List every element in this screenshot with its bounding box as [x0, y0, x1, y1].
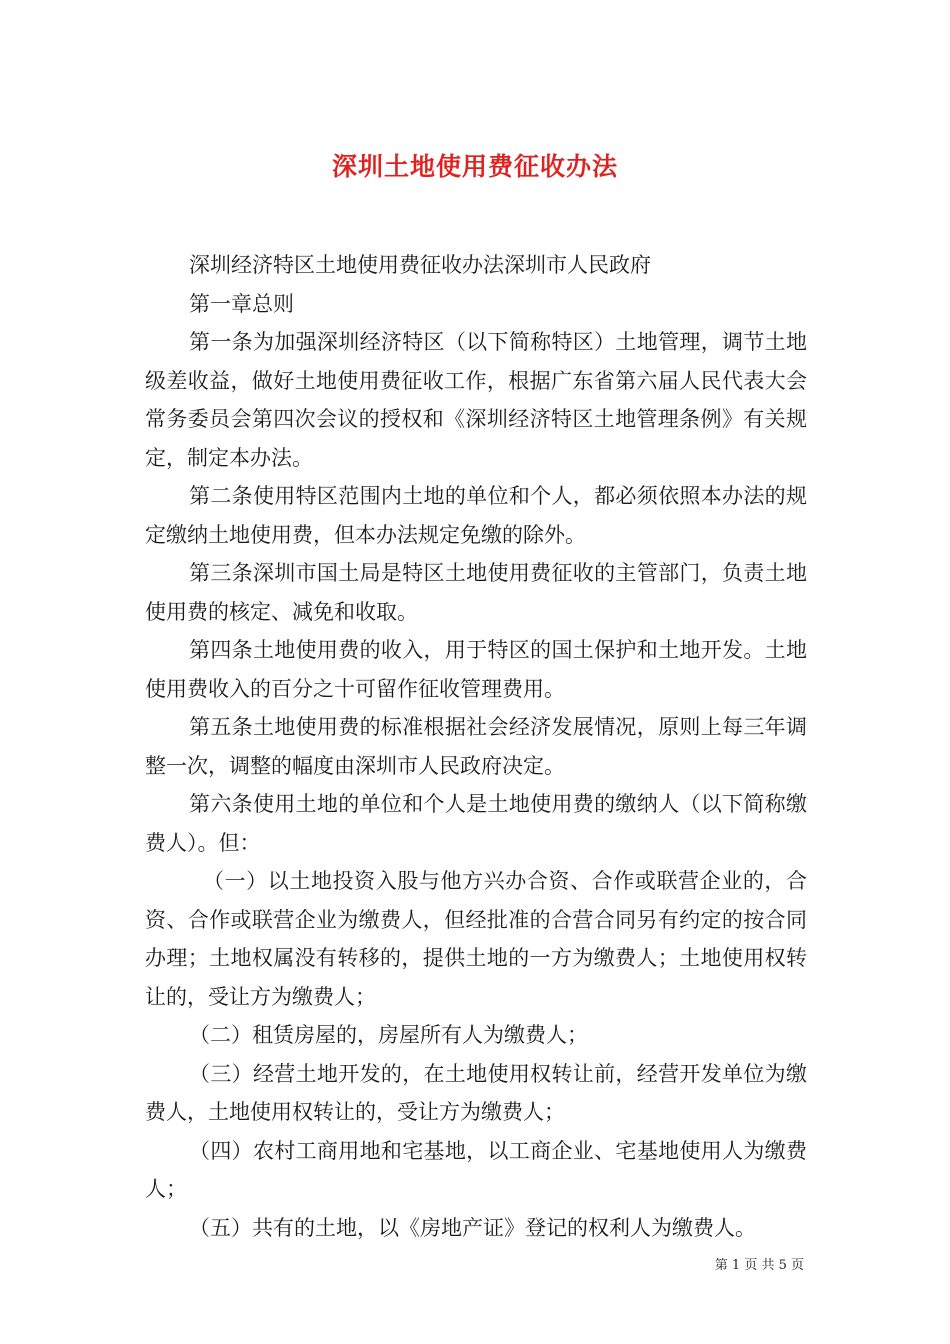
article-6-item-1: （一）以土地投资入股与他方兴办合资、合作或联营企业的，合资、合作或联营企业为缴费人，但经批准的合营合同另有约定的按合同办理；土地权属没有转移的，提供土地的一方为缴费人；土地使用权转让的，受让方为缴费人； — [145, 869, 807, 1009]
article-6-item-4: （四）农村工商用地和宅基地，以工商企业、宅基地使用人为缴费人； — [145, 1138, 807, 1201]
chapter-heading: 第一章总则 — [189, 291, 294, 316]
document-body — [145, 246, 807, 1247]
article-6-item-5: （五）共有的土地，以《房地产证》登记的权利人为缴费人。 — [189, 1215, 756, 1240]
article-2: 第二条使用特区范围内土地的单位和个人，都必须依照本办法的规定缴纳土地使用费，但本办法规定免缴的除外。 — [145, 484, 807, 547]
article-5: 第五条土地使用费的标准根据社会经济发展情况，原则上每三年调整一次，调整的幅度由深圳市人民政府决定。 — [145, 715, 807, 778]
article-6-item-2: （二）租赁房屋的，房屋所有人为缴费人； — [189, 1023, 588, 1047]
article-6: 第六条使用土地的单位和个人是土地使用费的缴纳人（以下简称缴费人）。但： — [145, 792, 807, 855]
article-3: 第三条深圳市国土局是特区土地使用费征收的主管部门，负责土地使用费的核定、减免和收取。 — [145, 561, 807, 624]
page-number-footer: 第 1 页 共 5 页 — [714, 1258, 804, 1273]
article-4: 第四条土地使用费的收入，用于特区的国土保护和土地开发。土地使用费收入的百分之十可留作征收管理费用。 — [145, 638, 807, 701]
article-6-item-3: （三）经营土地开发的，在土地使用权转让前，经营开发单位为缴费人，土地使用权转让的，受让方为缴费人； — [145, 1061, 807, 1124]
paragraph-heading: 深圳经济特区土地使用费征收办法深圳市人民政府 — [189, 253, 651, 277]
document-title: 深圳土地使用费征收办法 — [331, 151, 618, 181]
article-1: 第一条为加强深圳经济特区（以下简称特区）土地管理，调节土地级差收益，做好土地使用费征收工作，根据广东省第六届人民代表大会常务委员会第四次会议的授权和《深圳经济特区土地管理条例》有关规定，制定本办法。 — [145, 330, 807, 470]
